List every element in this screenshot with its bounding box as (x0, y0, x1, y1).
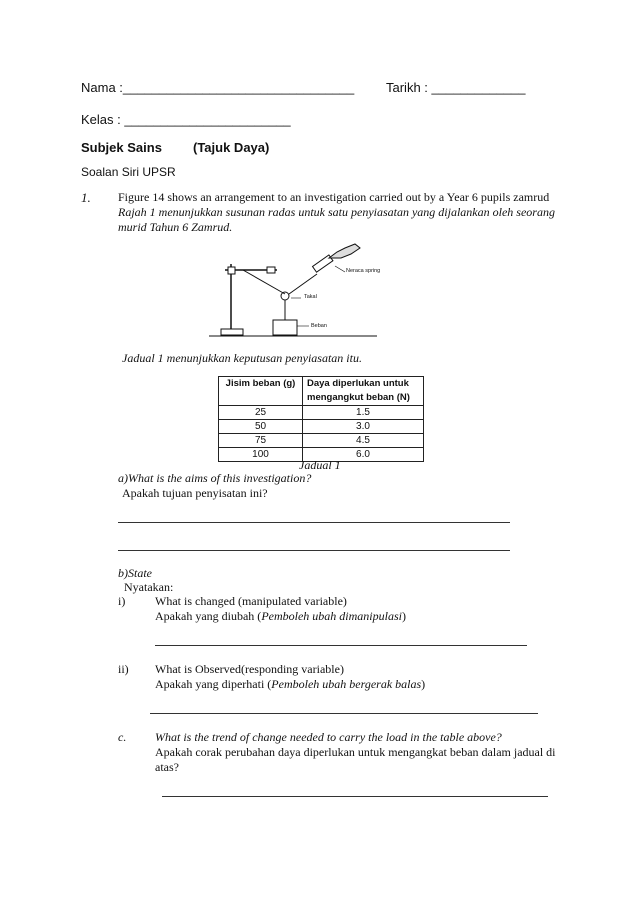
header-mass: Jisim beban (g) (219, 377, 303, 406)
table-row (219, 420, 424, 434)
string-to-spring (289, 274, 317, 294)
part-b-i-ms-a: Apakah yang diubah ( (155, 609, 262, 623)
cell-force: 3.0 (303, 420, 424, 434)
question-intro-en: Figure 14 shows an arrangement to an investigation carried out by a Year 6 pupils zamrud (118, 190, 550, 204)
answer-line-b-i[interactable] (155, 645, 527, 646)
header-force-line1: Daya diperlukan untuk (307, 378, 409, 389)
label-load: Beban (311, 323, 327, 329)
date-field[interactable]: Tarikh : _____________ (386, 80, 526, 95)
part-b-ii-ms-c: ) (421, 677, 426, 691)
part-b-ii-question-ms (155, 677, 425, 692)
topic-title: (Tajuk Daya) (193, 140, 270, 155)
part-a-question-en: a)What is the aims of this investigation? (118, 471, 312, 485)
clamp-boss (228, 267, 235, 274)
answer-line-b-ii[interactable] (150, 713, 538, 714)
part-b-i-number: i) (118, 594, 126, 608)
part-c-question-ms-1: Apakah corak perubahan daya diperlukan untuk mengangkat beban dalam jadual di (155, 745, 556, 759)
string-upper (243, 270, 285, 294)
part-c-number: c. (118, 730, 127, 744)
hand-icon (329, 244, 360, 258)
class-field[interactable]: Kelas : _______________________ (81, 112, 291, 127)
load-block (273, 320, 297, 335)
cell-mass: 100 (219, 448, 303, 462)
cell-mass: 75 (219, 434, 303, 448)
cell-force: 6.0 (303, 448, 424, 462)
cell-force: 4.5 (303, 434, 424, 448)
cell-force: 1.5 (303, 406, 424, 420)
part-b-state: b)State (118, 566, 152, 580)
table-caption-bottom: Jadual 1 (299, 458, 341, 472)
answer-line-a2[interactable] (118, 550, 510, 551)
part-b-i-ms-c: ) (401, 609, 406, 623)
question-intro-ms-1: Rajah 1 menunjukkan susunan radas untuk satu penyiasatan yang dijalankan oleh seorang (118, 205, 555, 219)
part-b-i-ms-b: Pemboleh ubah dimanipulasi (261, 609, 402, 623)
answer-line-c[interactable] (162, 796, 548, 797)
part-b-i-question-en: What is changed (manipulated variable) (155, 594, 347, 608)
name-field[interactable]: Nama :________________________________ (81, 80, 355, 95)
part-c-question-en: What is the trend of change needed to carry the load in the table above? (155, 730, 502, 744)
results-table (218, 376, 424, 462)
spring-pointer (335, 266, 345, 272)
part-a-question-ms: Apakah tujuan penyisatan ini? (122, 486, 268, 500)
part-b-ii-ms-a: Apakah yang diperhati ( (155, 677, 272, 691)
table-row (219, 406, 424, 420)
part-b-ii-question-en: What is Observed(responding variable) (155, 662, 344, 676)
part-b-i-question-ms (155, 609, 406, 624)
apparatus-figure (205, 240, 395, 340)
part-b-ii-number: ii) (118, 662, 129, 676)
cell-mass: 50 (219, 420, 303, 434)
header-force (303, 377, 424, 406)
pulley-icon (281, 292, 289, 300)
subject-title: Subjek Sains (81, 140, 162, 155)
cell-mass: 25 (219, 406, 303, 420)
label-pulley: Takal (304, 294, 317, 300)
table-row (219, 434, 424, 448)
part-c-question-ms-2: atas? (155, 760, 179, 774)
question-intro-ms-2: murid Tahun 6 Zamrud. (118, 220, 233, 234)
series-label: Soalan Siri UPSR (81, 165, 176, 179)
clamp-end (267, 267, 275, 273)
question-number: 1. (81, 190, 91, 205)
table-caption-top: Jadual 1 menunjukkan keputusan penyiasatan itu. (122, 351, 362, 365)
header-force-line2: mengangkut beban (N) (307, 392, 410, 403)
label-spring-balance: Neraca spring (346, 268, 381, 274)
answer-line-a1[interactable] (118, 522, 510, 523)
part-b-ii-ms-b: Pemboleh ubah bergerak balas (271, 677, 422, 691)
part-b-nyatakan: Nyatakan: (124, 580, 174, 594)
retort-stand-base (221, 329, 243, 335)
table-header-row (219, 377, 424, 406)
